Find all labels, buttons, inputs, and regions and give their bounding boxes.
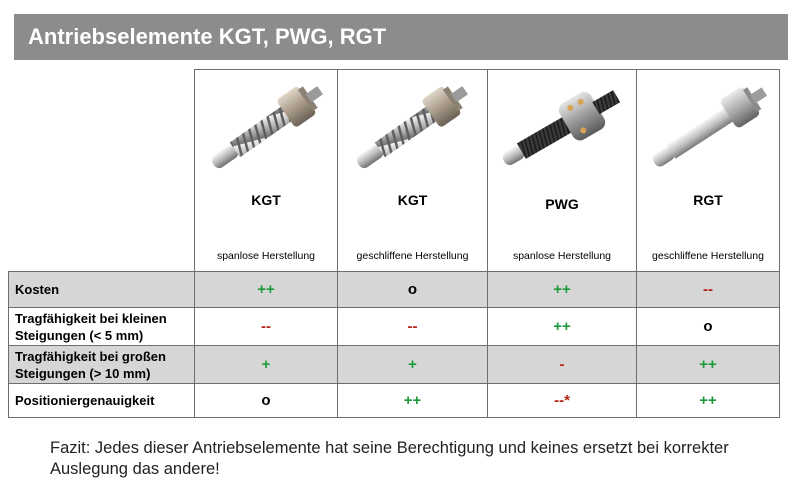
rating-cell: --* <box>488 384 637 418</box>
table-row-positioning <box>9 384 780 418</box>
rating-cell: ++ <box>195 272 338 308</box>
comparison-table <box>8 69 780 418</box>
slide-title <box>14 14 788 60</box>
conclusion-text: Fazit: Jedes dieser Antriebselemente hat seine Berechtigung und keines ersetzt bei korrekter Auslegung das andere! <box>50 439 729 478</box>
product-process: geschliffene Herstellung <box>356 250 469 262</box>
row-label: Tragfähigkeit bei großen Steigungen (> 10 mm) <box>9 346 195 384</box>
rating-cell: - <box>488 346 637 384</box>
product-name: KGT <box>397 192 428 208</box>
rating-cell: ++ <box>338 384 488 418</box>
product-column-kgt-spanlos <box>195 70 338 272</box>
product-column-pwg <box>488 70 637 272</box>
title-text: Antriebselemente KGT, PWG, RGT <box>28 24 387 49</box>
planetary-screw-icon <box>488 70 637 190</box>
product-name: RGT <box>693 192 723 208</box>
product-process: spanlose Herstellung <box>216 250 316 262</box>
ball-screw-icon <box>195 70 338 190</box>
ball-screw-icon <box>338 70 488 190</box>
product-column-rgt <box>637 70 780 272</box>
rating-cell: ++ <box>488 272 637 308</box>
product-header-row <box>9 70 780 272</box>
rating-cell: o <box>338 272 488 308</box>
table-row-costs <box>9 272 780 308</box>
row-label: Tragfähigkeit bei kleinen Steigungen (< 5 mm) <box>9 308 195 346</box>
rating-cell: o <box>637 308 780 346</box>
product-process: spanlose Herstellung <box>512 250 612 262</box>
table-row-small-pitch <box>9 308 780 346</box>
product-process: geschliffene Herstellung <box>652 250 764 262</box>
rating-cell: + <box>195 346 338 384</box>
rating-cell: -- <box>637 272 780 308</box>
rating-cell: ++ <box>637 384 780 418</box>
legend-cell <box>9 70 195 272</box>
table-row-large-pitch <box>9 346 780 384</box>
product-column-kgt-geschliffen <box>338 70 488 272</box>
rating-cell: + <box>338 346 488 384</box>
product-name: PWG <box>545 196 579 212</box>
rating-cell: ++ <box>637 346 780 384</box>
row-label: Positioniergenauigkeit <box>9 384 195 418</box>
roller-screw-icon <box>637 70 780 190</box>
rating-cell: ++ <box>488 308 637 346</box>
rating-cell: o <box>195 384 338 418</box>
row-label: Kosten <box>9 272 195 308</box>
rating-cell: -- <box>338 308 488 346</box>
rating-cell: -- <box>195 308 338 346</box>
product-name: KGT <box>251 192 281 208</box>
